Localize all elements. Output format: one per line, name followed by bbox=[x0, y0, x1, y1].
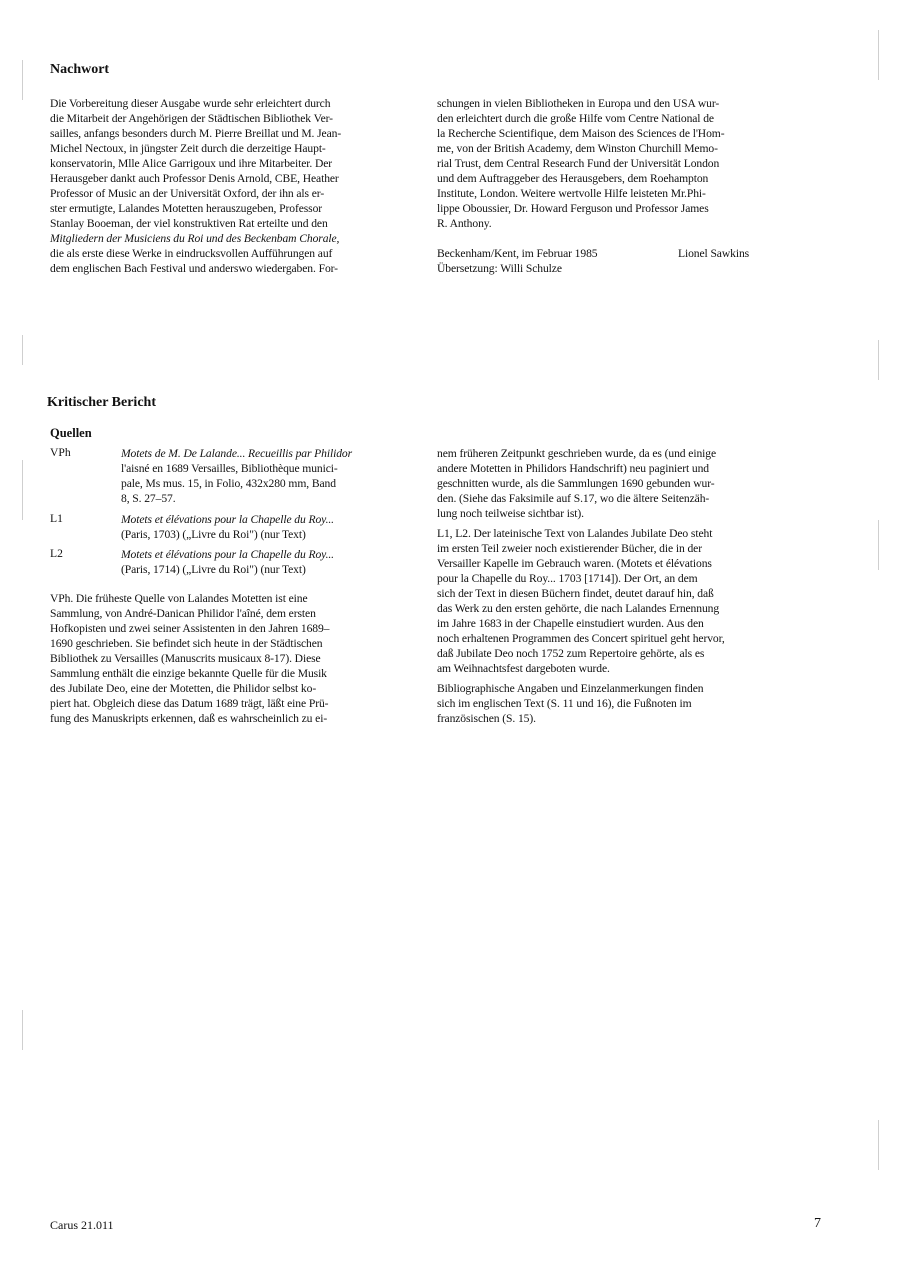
text-line: piert hat. Obgleich diese das Datum 1689 trägt, läßt eine Prü- bbox=[50, 697, 329, 710]
text-line: den. (Siehe das Faksimile auf S.17, wo die ältere Seitenzäh- bbox=[437, 492, 710, 505]
source-desc-line: (Paris, 1714) („Livre du Roi") (nur Text) bbox=[121, 563, 306, 576]
text-line: Mitgliedern der Musiciens du Roi und des Beckenbam Chorale, bbox=[50, 232, 340, 245]
text-line: dem englischen Bach Festival und anderswo wiedergaben. For- bbox=[50, 262, 338, 275]
text-line: Die Vorbereitung dieser Ausgabe wurde sehr erleichtert durch bbox=[50, 97, 331, 110]
text-line: daß Jubilate Deo noch 1752 zum Repertoire gehörte, als es bbox=[437, 647, 705, 660]
text-line: konservatorin, Mlle Alice Garrigoux und ihre Mitarbeiter. Der bbox=[50, 157, 333, 170]
text-line: Professor of Music an der Universität Oxford, der ihn als er- bbox=[50, 187, 325, 200]
place-date: Beckenham/Kent, im Februar 1985 bbox=[437, 247, 598, 260]
source-desc-line: Motets et élévations pour la Chapelle du Roy... bbox=[121, 548, 334, 561]
text-line: Stanlay Booeman, der viel konstruktiven Rat erteilte und den bbox=[50, 217, 328, 230]
text-line: L1, L2. Der lateinische Text von Lalandes Jubilate Deo steht bbox=[437, 527, 713, 540]
text-line: die Mitarbeit der Angehörigen der Städtischen Bibliothek Ver- bbox=[50, 112, 333, 125]
source-desc-line: Motets et élévations pour la Chapelle du Roy... bbox=[121, 513, 334, 526]
source-desc-line: pale, Ms mus. 15, in Folio, 432x280 mm, Band bbox=[121, 477, 336, 490]
source-label: L2 bbox=[50, 547, 63, 560]
text-line: la Recherche Scientifique, dem Maison des Sciences de l'Hom- bbox=[437, 127, 725, 140]
text-line: französischen (S. 15). bbox=[437, 712, 536, 725]
text-line: schungen in vielen Bibliotheken in Europa und den USA wur- bbox=[437, 97, 720, 110]
text-line: Hofkopisten und zwei seiner Assistenten in den Jahren 1689– bbox=[50, 622, 330, 635]
text-line: Institute, London. Weitere wertvolle Hilfe leisteten Mr.Phi- bbox=[437, 187, 706, 200]
scan-edge-mark bbox=[22, 60, 23, 100]
text-line: ster ermutigte, Lalandes Motetten herauszugeben, Professor bbox=[50, 202, 323, 215]
text-line: den erleichtert durch die große Hilfe vom Centre National de bbox=[437, 112, 714, 125]
catalog-number: Carus 21.011 bbox=[50, 1218, 114, 1232]
source-desc-line: 8, S. 27–57. bbox=[121, 492, 176, 505]
scan-edge-mark bbox=[22, 1010, 23, 1050]
text-line: Michel Nectoux, in jüngster Zeit durch die derzeitige Haupt- bbox=[50, 142, 326, 155]
text-line: R. Anthony. bbox=[437, 217, 492, 230]
source-desc-line: (Paris, 1703) („Livre du Roi") (nur Text) bbox=[121, 528, 306, 541]
quellen-subheading: Quellen bbox=[50, 426, 92, 440]
bericht-heading: Kritischer Bericht bbox=[47, 395, 156, 410]
scan-edge-mark bbox=[878, 1120, 879, 1170]
scan-edge-mark bbox=[878, 340, 879, 380]
source-desc-line: l'aisné en 1689 Versailles, Bibliothèque munici- bbox=[121, 462, 338, 475]
text-line: die als erste diese Werke in eindrucksvollen Aufführungen auf bbox=[50, 247, 333, 260]
text-line: VPh. Die früheste Quelle von Lalandes Motetten ist eine bbox=[50, 592, 308, 605]
text-line: fung des Manuskripts erkennen, daß es wahrscheinlich zu ei- bbox=[50, 712, 328, 725]
scan-edge-mark bbox=[878, 520, 879, 570]
text-line: sailles, anfangs besonders durch M. Pierre Breillat und M. Jean- bbox=[50, 127, 342, 140]
text-line: das Werk zu den ersten gehörte, die nach Lalandes Ernennung bbox=[437, 602, 720, 615]
text-line: Herausgeber dankt auch Professor Denis Arnold, CBE, Heather bbox=[50, 172, 339, 185]
text-line: 1690 geschrieben. Sie befindet sich heute in der Städtischen bbox=[50, 637, 323, 650]
text-line: sich der Text in diesen Büchern findet, deutet darauf hin, daß bbox=[437, 587, 714, 600]
scan-edge-mark bbox=[22, 460, 23, 520]
text-line: im ersten Teil zweier noch existierender Bücher, die in der bbox=[437, 542, 702, 555]
author-signature: Lionel Sawkins bbox=[678, 247, 750, 260]
text-line: noch erhaltenen Programmen des Concert spirituel geht hervor, bbox=[437, 632, 725, 645]
text-line: pour la Chapelle du Roy... 1703 [1714]). Der Ort, an dem bbox=[437, 572, 698, 585]
translation-credit: Übersetzung: Willi Schulze bbox=[437, 262, 562, 275]
nachwort-heading: Nachwort bbox=[50, 62, 110, 77]
text-line: rial Trust, dem Central Research Fund der Universität London bbox=[437, 157, 720, 170]
scan-edge-mark bbox=[878, 30, 879, 80]
text-line: nem früheren Zeitpunkt geschrieben wurde, da es (und einige bbox=[437, 447, 717, 460]
text-line: lung noch teilweise sichtbar ist). bbox=[437, 507, 584, 520]
scan-edge-mark bbox=[22, 335, 23, 365]
text-line: Bibliothek zu Versailles (Manuscrits musicaux 8-17). Diese bbox=[50, 652, 321, 665]
text-line: andere Motetten in Philidors Handschrift) neu paginiert und bbox=[437, 462, 709, 475]
text-line: Sammlung enthält die einzige bekannte Quelle für die Musik bbox=[50, 667, 327, 680]
source-desc-line: Motets de M. De Lalande... Recueillis par Philidor bbox=[121, 447, 353, 460]
text-line: Bibliographische Angaben und Einzelanmerkungen finden bbox=[437, 682, 704, 695]
text-line: und dem Auftraggeber des Herausgebers, dem Roehampton bbox=[437, 172, 709, 185]
text-line: im Jahre 1683 in der Chapelle einstudiert wurden. Aus den bbox=[437, 617, 704, 630]
text-line: lippe Oboussier, Dr. Howard Ferguson und Professor James bbox=[437, 202, 709, 215]
source-label: VPh bbox=[50, 446, 71, 459]
text-line: Versailler Kapelle im Gebrauch waren. (Motets et élévations bbox=[437, 557, 712, 570]
text-line: Sammlung, von André-Danican Philidor l'aîné, dem ersten bbox=[50, 607, 316, 620]
page-number: 7 bbox=[814, 1216, 821, 1231]
text-line: am Weihnachtsfest dargeboten wurde. bbox=[437, 662, 610, 675]
text-line: sich im englischen Text (S. 11 und 16), die Fußnoten im bbox=[437, 697, 692, 710]
text-line: des Jubilate Deo, eine der Motetten, die Philidor selbst ko- bbox=[50, 682, 317, 695]
text-line: me, von der British Academy, dem Winston Churchill Memo- bbox=[437, 142, 718, 155]
text-line: geschnitten wurde, als die Sammlungen 1690 gebunden wur- bbox=[437, 477, 715, 490]
source-label: L1 bbox=[50, 512, 63, 525]
